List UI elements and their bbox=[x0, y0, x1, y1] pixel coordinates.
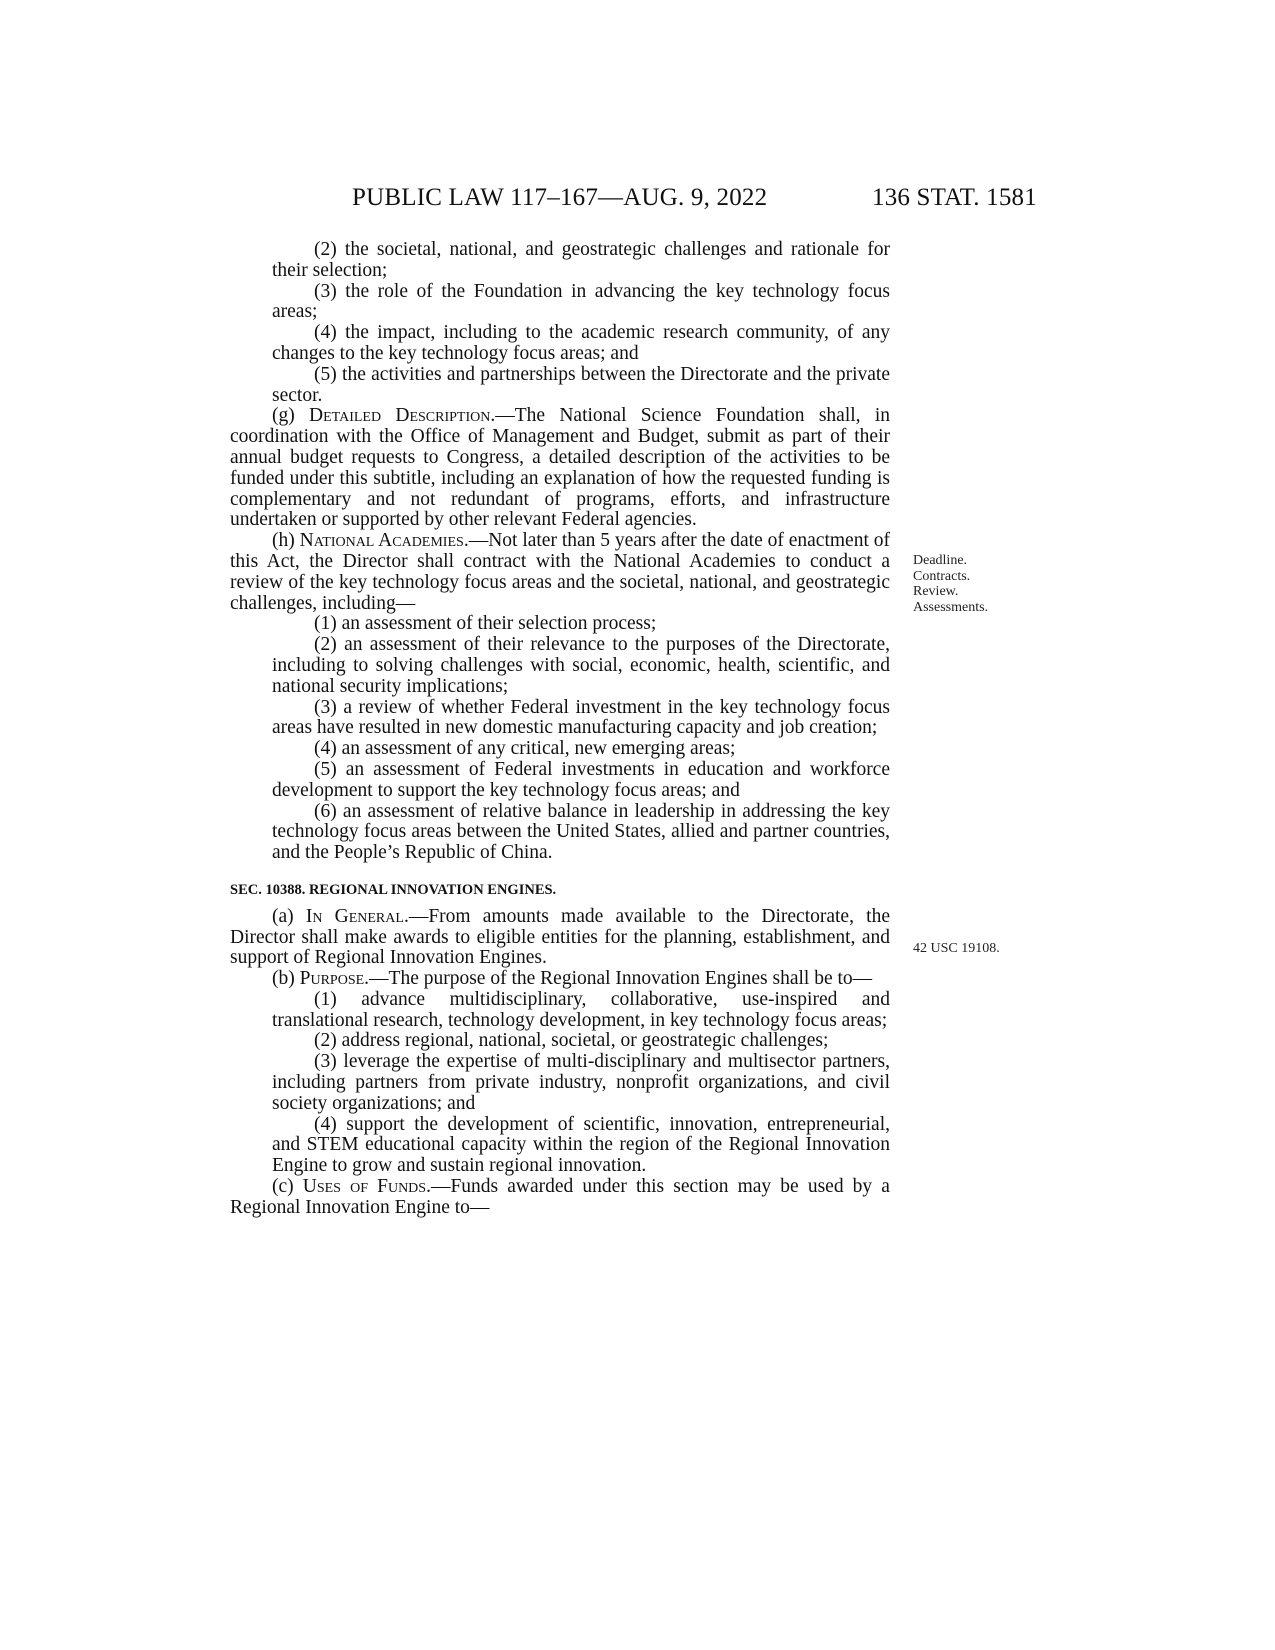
list-item: (3) a review of whether Federal investment in the key technology focus areas have resulted in new domestic manufacturing capacity and job creation; bbox=[272, 696, 890, 739]
subsection-c: (c) Uses of Funds.—Funds awarded under this section may be used by a Regional Innovation Engine to— bbox=[230, 1176, 890, 1218]
subsection-heading: National Academies bbox=[299, 530, 464, 552]
margin-note-line: Assessments. bbox=[913, 599, 989, 615]
list-item: (4) the impact, including to the academic research community, of any changes to the key technology focus areas; and bbox=[272, 322, 890, 364]
list-item: (6) an assessment of relative balance in leadership in addressing the key technology focus areas between the United States, allied and partner countries, and the People’s Republic of China. bbox=[272, 800, 890, 864]
subsection-b: (b) Purpose.—The purpose of the Regional Innovation Engines shall be to— bbox=[272, 968, 873, 990]
list-item: (3) the role of the Foundation in advancing the key technology focus areas; bbox=[272, 280, 890, 323]
margin-note-line: Review. bbox=[913, 584, 959, 599]
statute-body bbox=[230, 240, 890, 1219]
list-item: (2) address regional, national, societal, or geostrategic challenges; bbox=[314, 1030, 829, 1052]
subsection-heading: Uses of Funds bbox=[302, 1176, 427, 1198]
list-item: (4) an assessment of any critical, new emerging areas; bbox=[314, 738, 736, 760]
running-head-stat-page: 136 STAT. 1581 bbox=[872, 184, 1037, 211]
margin-note-line: Contracts. bbox=[913, 568, 971, 584]
subsection-heading: Purpose bbox=[299, 968, 365, 990]
list-item: (3) leverage the expertise of multi-disciplinary and multisector partners, including partners from private industry, nonprofit organizations, and civil society organizations; and bbox=[272, 1051, 890, 1114]
list-item: (2) the societal, national, and geostrategic challenges and rationale for their selection; bbox=[272, 239, 890, 281]
subsection-a: (a) In General.—From amounts made available to the Directorate, the Director shall make awards to eligible entities for the planning, establishment, and support of Regional Innovation Engines. bbox=[230, 905, 890, 969]
subsection-heading: Detailed Description bbox=[309, 405, 491, 427]
margin-note-line: Deadline. bbox=[913, 553, 968, 568]
running-head-title: PUBLIC LAW 117–167—AUG. 9, 2022 bbox=[352, 184, 768, 211]
list-item: (1) advance multidisciplinary, collaborative, use-inspired and translational research, technology development, in key technology focus areas; bbox=[272, 988, 890, 1031]
subsection-g: (g) Detailed Description.—The National Science Foundation shall, in coordination with the Office of Management and Budget, submit as part of their annual budget requests to Congress, a detailed description of the activities to be funded under this subtitle, including an explanation of how the requested funding is complementary and not redundant of programs, efforts, and infrastructure undertaken or supported by other relevant Federal agencies. bbox=[230, 405, 890, 531]
list-item: (5) an assessment of Federal investments in education and workforce development to support the key technology focus areas; and bbox=[272, 758, 890, 801]
list-item: (4) support the development of scientific, innovation, entrepreneurial, and STEM educational capacity within the region of the Regional Innovation Engine to grow and sustain regional innovation. bbox=[272, 1113, 890, 1177]
list-item: (5) the activities and partnerships between the Directorate and the private sector. bbox=[272, 363, 890, 406]
margin-note-h bbox=[913, 553, 988, 615]
section-heading: SEC. 10388. REGIONAL INNOVATION ENGINES. bbox=[230, 881, 557, 898]
list-item: (1) an assessment of their selection process; bbox=[314, 613, 657, 635]
list-item: (2) an assessment of their relevance to the purposes of the Directorate, including to solving challenges with social, economic, health, scientific, and national security implications; bbox=[272, 634, 890, 697]
subsection-h: (h) National Academies.—Not later than 5 years after the date of enactment of this Act, the Director shall contract with the National Academies to conduct a review of the key technology focus areas and the societal, national, and geostrategic challenges, including— bbox=[230, 530, 890, 614]
subsection-heading: In General bbox=[305, 905, 404, 927]
margin-note-usc: 42 USC 19108. bbox=[913, 941, 1000, 956]
